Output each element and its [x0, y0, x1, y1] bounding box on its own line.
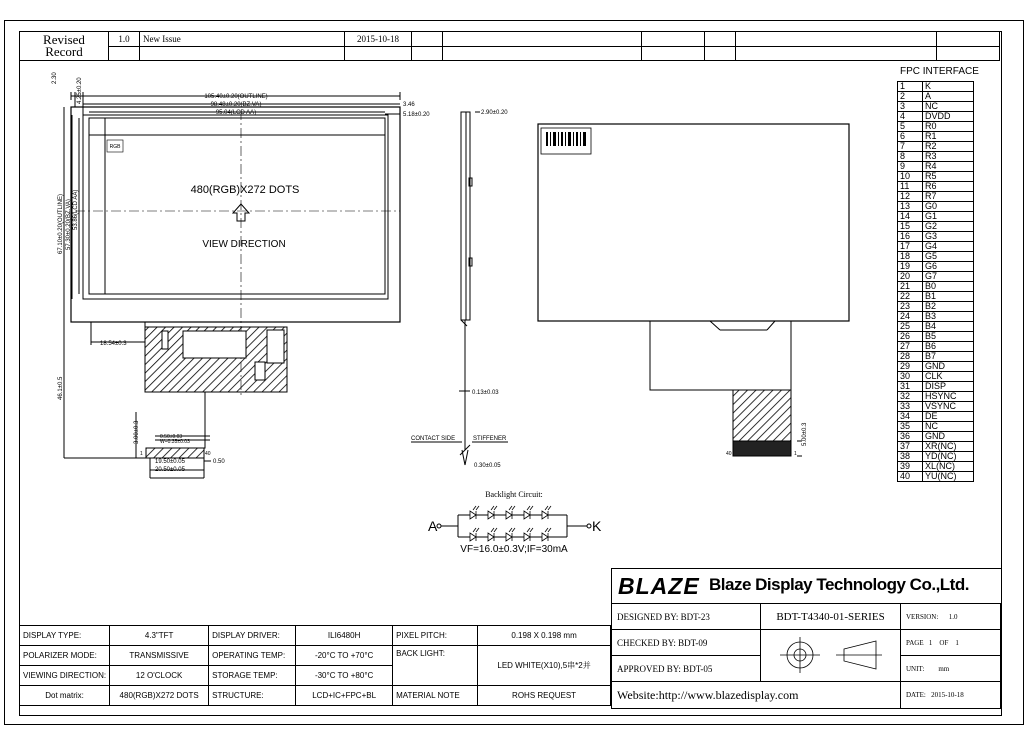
fpc-pin-signal: R4 — [923, 162, 974, 172]
back-light-label: BACK LIGHT: — [393, 646, 478, 686]
fpc-pin-number: 7 — [898, 142, 923, 152]
fpc-pin-row — [898, 132, 974, 142]
viewing-label: VIEWING DIRECTION: — [20, 666, 110, 686]
fpc-interface-title: FPC INTERFACE — [900, 66, 979, 77]
fpc-pin-row — [898, 372, 974, 382]
structure-value: LCD+IC+FPC+BL — [296, 686, 393, 706]
dots-label: 480(RGB)X272 DOTS — [190, 184, 300, 196]
fpc-pin-row — [898, 172, 974, 182]
cathode-label: K — [592, 518, 602, 534]
fpc-pin-number: 12 — [898, 192, 923, 202]
fpc-pin-row — [898, 212, 974, 222]
fpc-pin-row — [898, 412, 974, 422]
fpc-pin-row — [898, 472, 974, 482]
fpc-pin-number: 21 — [898, 282, 923, 292]
fpc-pin-signal: G6 — [923, 262, 974, 272]
fpc-pin-signal: G7 — [923, 272, 974, 282]
fpc-pin-signal: B3 — [923, 312, 974, 322]
designed-by: DESIGNED BY: BDT-23 — [612, 604, 761, 630]
dim-2050: 20.50±0.05 — [155, 467, 185, 473]
of-value: 1 — [955, 638, 959, 647]
pixel-pitch-label: PIXEL PITCH: — [393, 626, 478, 646]
fpc-pin-signal: G3 — [923, 232, 974, 242]
fpc-pin-signal: R6 — [923, 182, 974, 192]
rgb-label: RGB — [109, 144, 121, 150]
fpc-pin-number: 8 — [898, 152, 923, 162]
fpc-pin-signal: GND — [923, 362, 974, 372]
dim-outline-height: 67.10±0.20(OUTLINE) — [58, 194, 64, 254]
pin-1-label: 1 — [140, 451, 143, 457]
fpc-pin-row — [898, 252, 974, 262]
fpc-pin-number: 3 — [898, 102, 923, 112]
dim-1950: 19.50±0.05 — [155, 459, 185, 465]
fpc-pin-number: 29 — [898, 362, 923, 372]
led-diode-icon — [524, 506, 533, 519]
display-type-label: DISPLAY TYPE: — [20, 626, 110, 646]
dim-030: 0.30±0.05 — [474, 463, 501, 469]
fpc-pin-signal: B5 — [923, 332, 974, 342]
led-diode-icon — [506, 528, 515, 541]
fpc-pin-row — [898, 112, 974, 122]
fpc-pin-row — [898, 182, 974, 192]
fpc-pin-row — [898, 452, 974, 462]
dot-matrix-value: 480(RGB)X272 DOTS — [110, 686, 209, 706]
storage-value: -30°C TO +80°C — [296, 666, 393, 686]
version-value: 1.0 — [948, 612, 958, 621]
fpc-pin-row — [898, 392, 974, 402]
fpc-pin-number: 18 — [898, 252, 923, 262]
polarizer-label: POLARIZER MODE: — [20, 646, 110, 666]
fpc-pin-number: 9 — [898, 162, 923, 172]
fpc-pin-number: 19 — [898, 262, 923, 272]
fpc-pin-row — [898, 192, 974, 202]
fpc-pin-signal: R7 — [923, 192, 974, 202]
led-diode-icon — [542, 506, 551, 519]
fpc-pin-number: 26 — [898, 332, 923, 342]
pixel-pitch-value: 0.198 X 0.198 mm — [478, 626, 611, 646]
dim-230: 2.30 — [52, 72, 58, 84]
fpc-pin-signal: G1 — [923, 212, 974, 222]
fpc-pin-number: 2 — [898, 92, 923, 102]
backlight-circuit — [437, 515, 591, 537]
unit-cell — [901, 656, 1001, 682]
fpc-pin-row — [898, 402, 974, 412]
fpc-pin-signal: G0 — [923, 202, 974, 212]
date-cell — [901, 682, 1001, 709]
specs-table — [19, 625, 611, 706]
fpc-pin-row — [898, 272, 974, 282]
contact-side-label: CONTACT SIDE — [411, 436, 456, 442]
of-label: OF — [939, 638, 949, 647]
revision-label-line2: Record — [45, 44, 83, 59]
fpc-pin-signal: G4 — [923, 242, 974, 252]
fpc-pin-signal: XR(NC) — [923, 442, 974, 452]
fpc-pin-number: 22 — [898, 292, 923, 302]
fpc-pin-signal: B7 — [923, 352, 974, 362]
fpc-pin-signal: B6 — [923, 342, 974, 352]
fpc-pin-row — [898, 312, 974, 322]
fpc-pin-signal: NC — [923, 422, 974, 432]
dim-050b: 0.50 — [213, 459, 225, 465]
fpc-pin-row — [898, 82, 974, 92]
storage-label: STORAGE TEMP: — [209, 666, 296, 686]
fpc-pin-row — [898, 282, 974, 292]
fpc-pin-row — [898, 302, 974, 312]
fpc-pin-row — [898, 242, 974, 252]
date-value: 2015-10-18 — [931, 691, 964, 699]
fpc-pin-signal: YD(NC) — [923, 452, 974, 462]
fpc-pin-number: 24 — [898, 312, 923, 322]
fpc-interface-table — [897, 81, 974, 482]
fpc-pin-number: 36 — [898, 432, 923, 442]
display-driver-value: ILI6480H — [296, 626, 393, 646]
stiffener-label: STIFFENER — [473, 436, 507, 442]
fpc-pin-signal: R3 — [923, 152, 974, 162]
fpc-pin-row — [898, 342, 974, 352]
dim-425: 4.25±0.20 — [77, 77, 83, 104]
revision-version: 1.0 — [109, 32, 140, 47]
version-cell — [901, 604, 1001, 630]
date-label: DATE: — [906, 691, 926, 699]
fpc-pin-number: 25 — [898, 322, 923, 332]
fpc-pin-row — [898, 222, 974, 232]
fpc-pin-signal: GND — [923, 432, 974, 442]
fpc-pin-row — [898, 202, 974, 212]
fpc-pin-signal: R2 — [923, 142, 974, 152]
fpc-pin-row — [898, 162, 974, 172]
fpc-pin-number: 20 — [898, 272, 923, 282]
pin-40-label: 40 — [205, 451, 211, 457]
fpc-pin-number: 32 — [898, 392, 923, 402]
polarizer-value: TRANSMISSIVE — [110, 646, 209, 666]
dim-035: W=0.35±0.03 — [160, 439, 190, 445]
op-temp-value: -20°C TO +70°C — [296, 646, 393, 666]
backlight-title: Backlight Circuit: — [485, 490, 543, 499]
viewing-value: 12 O'CLOCK — [110, 666, 209, 686]
fpc-pin-number: 31 — [898, 382, 923, 392]
website: Website:http://www.blazedisplay.com — [612, 682, 901, 709]
fpc-pin-number: 27 — [898, 342, 923, 352]
led-diode-icon — [470, 506, 479, 519]
dim-290: 2.90±0.20 — [481, 110, 508, 116]
fpc-pin-number: 39 — [898, 462, 923, 472]
fpc-pin-signal: K — [923, 82, 974, 92]
fpc-pin-number: 16 — [898, 232, 923, 242]
dim-050a: 0.50±0.03 — [160, 434, 183, 440]
view-direction-label: VIEW DIRECTION — [202, 239, 286, 250]
fpc-pin-number: 33 — [898, 402, 923, 412]
op-temp-label: OPERATING TEMP: — [209, 646, 296, 666]
third-angle-projection-icon — [772, 633, 890, 677]
led-diode-icon — [542, 528, 551, 541]
checked-by: CHECKED BY: BDT-09 — [612, 630, 761, 656]
fpc-pin-signal: A — [923, 92, 974, 102]
version-label: VERSION: — [906, 612, 939, 621]
revision-date: 2015-10-18 — [345, 32, 412, 47]
unit-value: mm — [938, 664, 950, 673]
fpc-pin-number: 35 — [898, 422, 923, 432]
led-diode-icon — [470, 528, 479, 541]
dim-346: 3.46 — [403, 102, 415, 108]
approved-by: APPROVED BY: BDT-05 — [612, 656, 761, 682]
page-cell — [901, 630, 1001, 656]
rear-view — [538, 124, 849, 456]
fpc-pin-row — [898, 232, 974, 242]
fpc-pin-number: 34 — [898, 412, 923, 422]
fpc-pin-signal: CLK — [923, 372, 974, 382]
fpc-pin-number: 23 — [898, 302, 923, 312]
dim-outline-width: 105.40±0.20(OUTLINE) — [204, 94, 268, 100]
dim-1854: 18.54±0.3 — [100, 341, 127, 347]
fpc-pin-signal: DISP — [923, 382, 974, 392]
page-label: PAGE — [906, 638, 924, 647]
fpc-pin-row — [898, 432, 974, 442]
fpc-pin-signal: R1 — [923, 132, 974, 142]
fpc-pin-row — [898, 382, 974, 392]
dim-lcdaa-width: 95.04(LCD AA) — [215, 110, 257, 116]
fpc-pin-signal: VSYNC — [923, 402, 974, 412]
fpc-pin-signal: B1 — [923, 292, 974, 302]
fpc-pin-signal: G2 — [923, 222, 974, 232]
dim-lcdaa-height: 53.86(LCD AA) — [73, 189, 79, 230]
fpc-pin-number: 11 — [898, 182, 923, 192]
fpc-pin-number: 14 — [898, 212, 923, 222]
led-diode-icon — [488, 506, 497, 519]
fpc-pin-signal: DVDD — [923, 112, 974, 122]
fpc-pin-signal: R5 — [923, 172, 974, 182]
backlight-leds — [470, 506, 551, 541]
fpc-pin-row — [898, 442, 974, 452]
dot-matrix-label: Dot matrix: — [20, 686, 110, 706]
fpc-pin-signal: B0 — [923, 282, 974, 292]
fpc-pin-signal: HSYNC — [923, 392, 974, 402]
fpc-pin-number: 4 — [898, 112, 923, 122]
fpc-pin-row — [898, 462, 974, 472]
fpc-pin-number: 15 — [898, 222, 923, 232]
fpc-pin-number: 40 — [898, 472, 923, 482]
material-value: ROHS REQUEST — [478, 686, 611, 706]
display-driver-label: DISPLAY DRIVER: — [209, 626, 296, 646]
rear-pin-1-label: 1 — [794, 451, 797, 457]
fpc-pin-row — [898, 262, 974, 272]
rear-pin-40-label: 40 — [726, 451, 732, 457]
title-block-table — [611, 603, 1001, 709]
anode-label: A — [428, 518, 438, 534]
dim-013: 0.13±0.03 — [472, 390, 499, 396]
dim-518: 5.18±0.20 — [403, 112, 430, 118]
led-diode-icon — [524, 528, 533, 541]
fpc-pin-number: 30 — [898, 372, 923, 382]
fpc-pin-number: 37 — [898, 442, 923, 452]
fpc-pin-row — [898, 102, 974, 112]
fpc-pin-signal: B4 — [923, 322, 974, 332]
projection-symbol — [761, 630, 901, 682]
fpc-pin-row — [898, 152, 974, 162]
fpc-pin-row — [898, 292, 974, 302]
backlight-spec: VF=16.0±0.3V;IF=30mA — [460, 544, 568, 555]
revision-label-line1: Revised — [43, 32, 85, 47]
fpc-pin-row — [898, 92, 974, 102]
fpc-pin-row — [898, 142, 974, 152]
page-value: 1 — [928, 638, 933, 647]
fpc-pin-number: 5 — [898, 122, 923, 132]
fpc-pin-number: 6 — [898, 132, 923, 142]
fpc-pin-signal: G5 — [923, 252, 974, 262]
fpc-pin-row — [898, 332, 974, 342]
dim-300: 3.00±0.3 — [134, 420, 140, 444]
blaze-logo: BLAZE — [618, 573, 700, 599]
fpc-pin-row — [898, 352, 974, 362]
fpc-pin-row — [898, 422, 974, 432]
company-banner — [611, 568, 1002, 604]
dim-bzva-width: 98.48±0.20(BZ.VA) — [210, 102, 262, 108]
fpc-pin-signal: NC — [923, 102, 974, 112]
fpc-pin-signal: XL(NC) — [923, 462, 974, 472]
revision-description: New Issue — [140, 32, 345, 47]
fpc-pin-number: 1 — [898, 82, 923, 92]
fpc-pin-signal: DE — [923, 412, 974, 422]
fpc-pin-row — [898, 362, 974, 372]
part-number: BDT-T4340-01-SERIES — [761, 604, 901, 630]
fpc-pin-number: 38 — [898, 452, 923, 462]
fpc-pin-signal: R0 — [923, 122, 974, 132]
back-light-value: LED WHITE(X10),5串*2并 — [478, 646, 611, 686]
unit-label: UNIT: — [906, 664, 925, 673]
display-type-value: 4.3"TFT — [110, 626, 209, 646]
fpc-pin-number: 28 — [898, 352, 923, 362]
side-view — [411, 112, 508, 465]
fpc-pin-signal: B2 — [923, 302, 974, 312]
barcode — [546, 132, 586, 146]
fpc-pin-number: 17 — [898, 242, 923, 252]
led-diode-icon — [488, 528, 497, 541]
dim-461: 46.1±0.5 — [58, 376, 64, 400]
fpc-pin-row — [898, 122, 974, 132]
fpc-pin-signal: YU(NC) — [923, 472, 974, 482]
material-label: MATERIAL NOTE — [393, 686, 478, 706]
fpc-pin-number: 10 — [898, 172, 923, 182]
fpc-pin-row — [898, 322, 974, 332]
fpc-pin-number: 13 — [898, 202, 923, 212]
structure-label: STRUCTURE: — [209, 686, 296, 706]
company-name: Blaze Display Technology Co.,Ltd. — [709, 575, 969, 594]
dim-500: 5.00±0.3 — [802, 422, 808, 446]
led-diode-icon — [506, 506, 515, 519]
dim-bzva-height: 57.30±0.20(BZ.VA) — [66, 199, 72, 250]
